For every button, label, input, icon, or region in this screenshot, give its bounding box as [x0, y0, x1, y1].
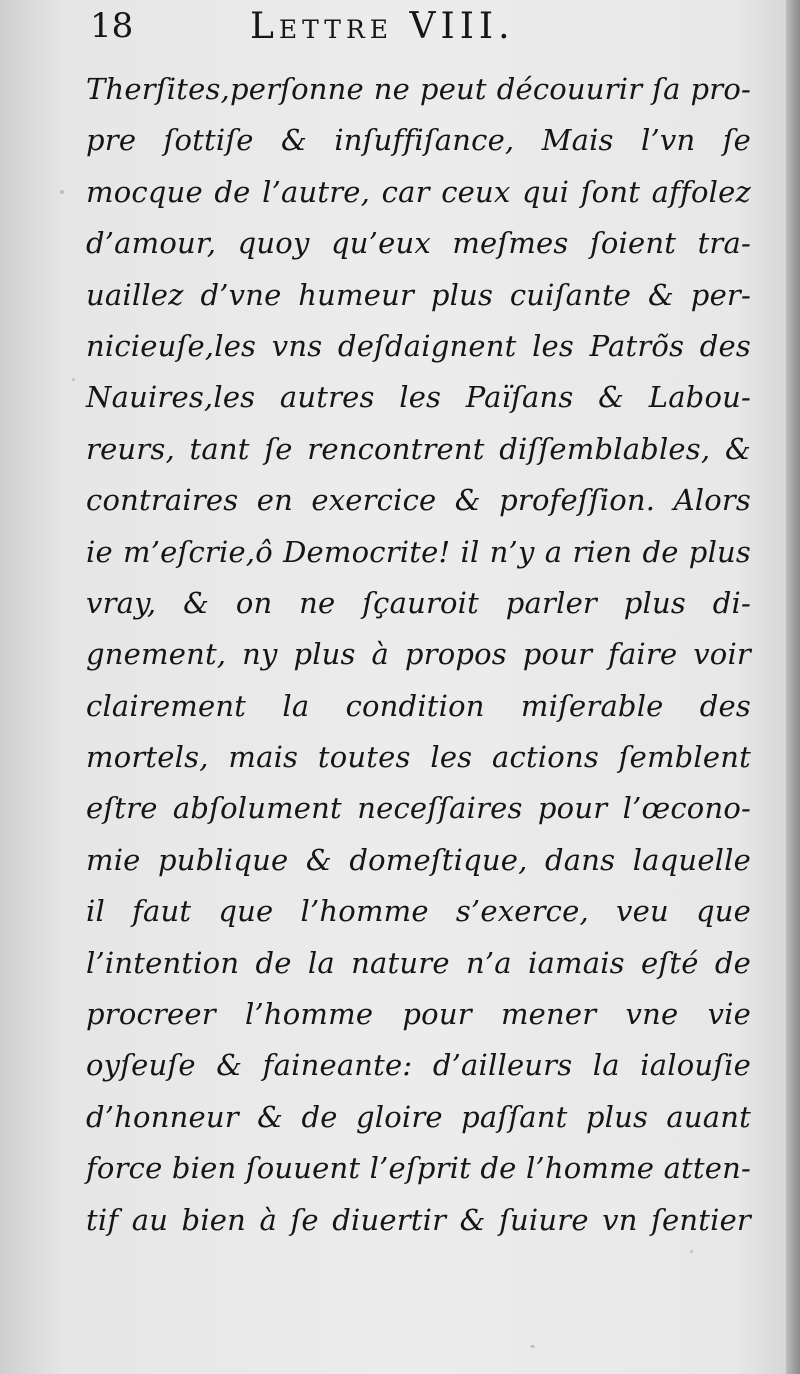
paper-speck [72, 378, 75, 381]
text-line: force bien ſouuent l’eſprit de l’homme atten- [86, 1151, 751, 1186]
text-line: Nauires,les autres les Païſans & Labou- [86, 380, 751, 415]
text-line: Therſites,perſonne ne peut découurir ſa pro- [86, 72, 751, 106]
text-line: mortels, mais toutes les actions ſemblent [86, 740, 751, 775]
text-line: eſtre abſolument neceſſaires pour l’œcono- [86, 791, 751, 826]
text-line: gnement, ny plus à propos pour faire voir [86, 637, 751, 672]
page-header [90, 6, 770, 52]
text-line: il faut que l’homme s’exerce, veu que [86, 894, 751, 929]
text-line: vray, & on ne ſçauroit parler plus di- [86, 585, 751, 620]
text-line: oyſeuſe & faineante: d’ailleurs la ialouſie [86, 1048, 751, 1083]
letter-text [86, 64, 751, 1246]
text-line: pre ſottiſe & inſuffiſance, Mais l’vn ſe [86, 123, 751, 158]
text-line: l’intention de la nature n’a iamais eſté de [86, 945, 751, 980]
text-line: procreer l’homme pour mener vne vie [86, 997, 751, 1032]
page-number: 18 [90, 6, 134, 46]
paper-speck [690, 1250, 693, 1253]
running-title: Lettre VIII. [250, 6, 515, 47]
text-line: uaillez d’vne humeur plus cuiſante & per- [86, 277, 751, 312]
text-line: ie m’eſcrie,ô Democrite! il n’y a rien de plus [86, 534, 751, 569]
text-line: nicieuſe,les vns deſdaignent les Patrõs des [86, 328, 751, 363]
text-line: reurs, tant ſe rencontrent diſſemblables, & [86, 431, 751, 466]
text-line: mocque de l’autre, car ceux qui ſont affolez [86, 174, 751, 209]
page-gutter-shadow [786, 0, 800, 1374]
text-line: contraires en exercice & profeſſion. Alors [86, 483, 751, 518]
text-line: mie publique & domeſtique, dans laquelle [86, 842, 751, 877]
paper-speck [530, 1345, 535, 1348]
text-line: tif au bien à ſe diuertir & ſuiure vn ſentier [86, 1202, 751, 1237]
text-line: d’amour, quoy qu’eux meſmes ſoient tra- [86, 226, 751, 261]
paper-speck [60, 190, 64, 194]
text-line: clairement la condition miſerable des [86, 688, 751, 723]
text-line: d’honneur & de gloire paſſant plus auant [86, 1099, 751, 1134]
